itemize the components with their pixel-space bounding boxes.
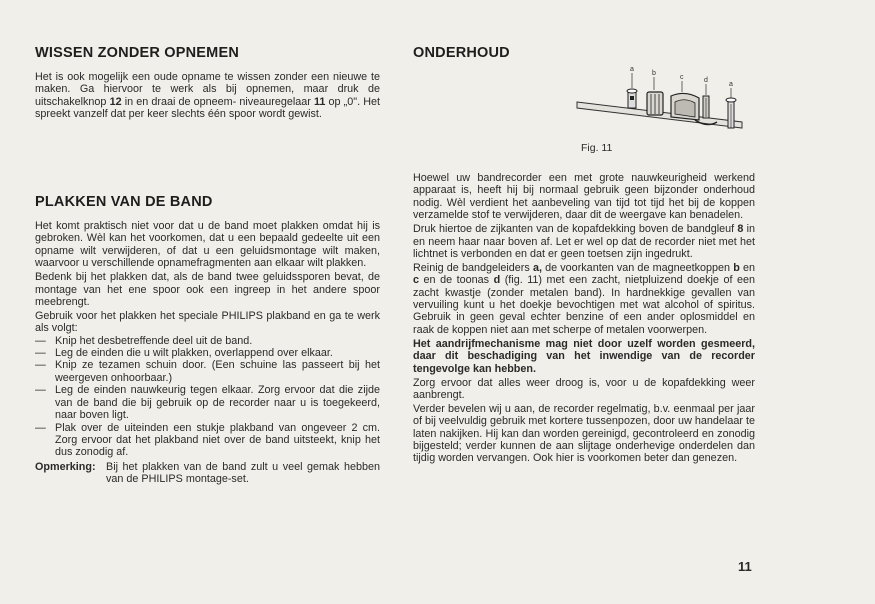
remark-text: Bij het plakken van de band zult u veel gemak hebben van de PHILIPS montage-set.: [106, 460, 380, 486]
figure-label-a1: a: [630, 66, 634, 73]
onderhoud-paragraph-5: Verder bevelen wij u aan, de recorder regelmatig, b.v. eenmaal per jaar of bij veelvuldig gebruik met kortere tussenpozen, door uw handelaar te laten nakijken. Hij kan dan worden gereinigd, gecontroleerd en zonodig bijgesteld; verder kunnen de aan slijtage onderhevige onderdelen dan tijdig worden vervangen. Ook hier is voorkomen beter dan genezen.: [413, 402, 755, 465]
plakken-paragraph-1: Het komt praktisch niet voor dat u de band moet plakken omdat hij is gebroken. Wèl kan het voorkomen, dat u een bepaald gedeelte uit een opname wilt verwijderen, of dat u een geluidsmontage wilt maken, waarvoor u verschillende opnamefragmenten aan elkaar wilt plakken.: [35, 220, 380, 270]
onderhoud-paragraph-3: Reinig de bandgeleiders a, de voorkanten van de magneetkoppen b en c en de toonas d (fig. 11) met een zacht, nietpluizend doekje of een zacht kwastje (zonder metalen band). In hardnekkige gevallen van vervuiling kunt u het doekje bevochtigen met wat alcohol of spiritus. Gebruik in geen geval echter benzine of een ander oplosmiddel en raak de koppen niet aan met scherpe of metalen voorwerpen.: [413, 261, 755, 336]
page-number: 11: [738, 559, 752, 574]
tape-guide-left: [627, 89, 637, 108]
tape-head-figure: [567, 62, 747, 134]
figure-caption: Fig. 11: [581, 142, 613, 154]
remark-label: Opmerking:: [35, 460, 96, 473]
magnetic-head-b: [647, 92, 663, 115]
list-item: — Plak over de uiteinden een stukje plakband van ongeveer 2 cm. Zorg ervoor dat het plakband niet over de band uitsteekt, knip het dus zonodig af.: [35, 421, 380, 459]
list-item: — Leg de einden die u wilt plakken, overlappend over elkaar.: [35, 347, 333, 360]
remark: [35, 461, 380, 486]
figure-label-b: b: [652, 70, 656, 77]
onderhoud-warning: Het aandrijfmechanisme mag niet door uzelf worden gesmeerd, daar dit beschadiging van het inwendige van de recorder tengevolge kan hebben.: [413, 337, 755, 375]
magnetic-head-c: [671, 93, 699, 120]
list-item: — Knip het desbetreffende deel uit de band.: [35, 334, 253, 347]
figure-label-d: d: [704, 77, 708, 84]
section-title-wissen: WISSEN ZONDER OPNEMEN: [35, 45, 239, 61]
section-plakken-body: [35, 220, 380, 486]
section-wissen-body: [35, 71, 380, 121]
tape-guide-right: [726, 98, 736, 128]
list-item: — Leg de einden nauwkeurig tegen elkaar. Zorg ervoor dat die zijde van de band die bij gebruik op de recorder naar u is toegekeerd, naar boven ligt.: [35, 384, 380, 422]
section-onderhoud-body: [413, 172, 755, 465]
figure-label-c: c: [680, 74, 684, 81]
wissen-paragraph: Het is ook mogelijk een oude opname te wissen zonder een nieuwe te maken. Ga hiervoor te werk als bij opnemen, maar druk de uitschakelknop 12 in en draai de opneem- niveauregelaar 11 op „0". Het spreekt vanzelf dat per keer slechts één spoor wordt gewist.: [35, 71, 381, 121]
onderhoud-paragraph-2: Druk hiertoe de zijkanten van de kopafdekking boven de bandgleuf 8 in en neem haar naar boven af. Let er wel op dat de recorder niet met het lichtnet is verbonden en dat er geen toetsen zijn ingedrukt.: [413, 223, 755, 260]
section-title-onderhoud: ONDERHOUD: [413, 45, 510, 61]
plakken-paragraph-3: Gebruik voor het plakken het speciale PHILIPS plakband en ga te werk als volgt:: [35, 309, 380, 335]
onderhoud-paragraph-1: Hoewel uw bandrecorder een met grote nauwkeurigheid werkend apparaat is, heeft hij bij normaal gebruik geen bijzonder onderhoud nodig. Wèl verdient het aanbeveling van tijd tot tijd het bij de koppen verzamelde stof te verwijderen, daar dit de weergave kan benadelen.: [413, 172, 755, 222]
section-title-plakken: PLAKKEN VAN DE BAND: [35, 194, 213, 210]
list-item: — Knip ze tezamen schuin door. (Een schuine las passeert bij het weergeven onhoorbaar.): [35, 359, 380, 384]
figure-label-a2: a: [729, 81, 733, 88]
plakken-paragraph-2: Bedenk bij het plakken dat, als de band twee geluidssporen bevat, de montage van het ene spoor ook een ingreep in het andere spoor meebrengt.: [35, 271, 380, 308]
onderhoud-paragraph-4: Zorg ervoor dat alles weer droog is, voor u de kopafdekking weer aanbrengt.: [413, 376, 755, 401]
